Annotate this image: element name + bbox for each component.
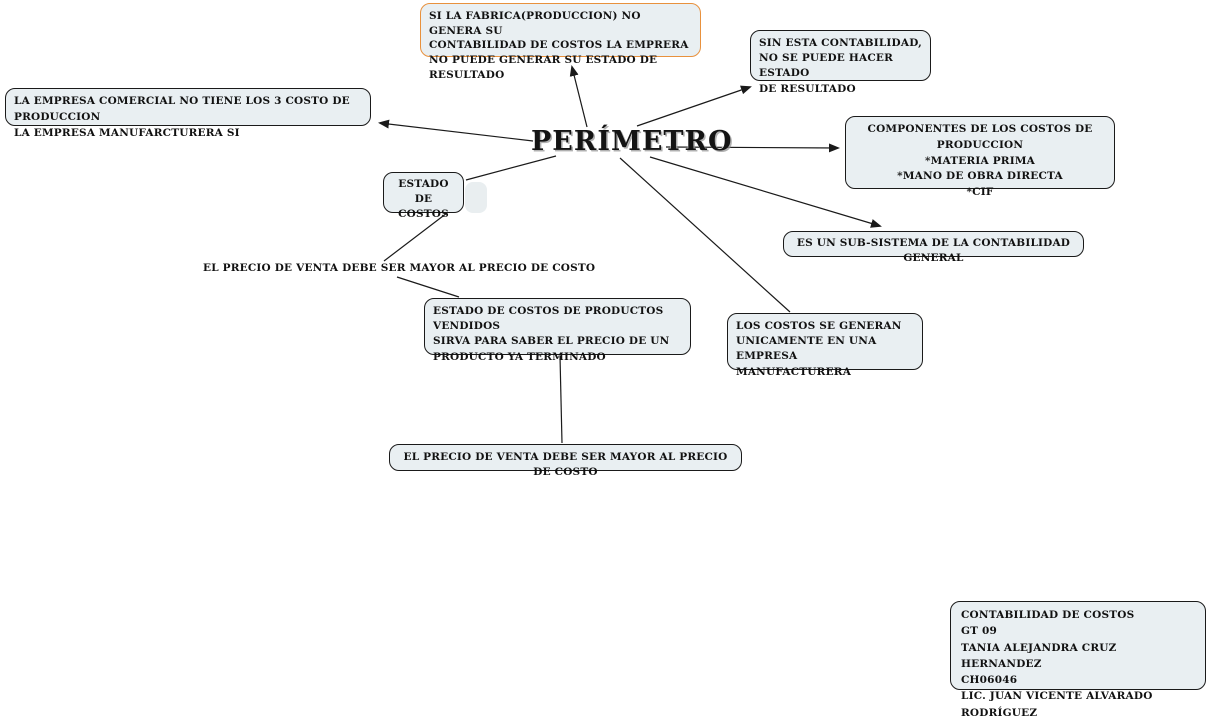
node-precio-venta-box[interactable]: EL PRECIO DE VENTA DEBE SER MAYOR AL PRECIO DE COSTO	[389, 444, 742, 471]
node-credits[interactable]: CONTABILIDAD DE COSTOS GT 09 TANIA ALEJANDRA CRUZ HERNANDEZ CH06046 LIC. JUAN VICENTE ALVARADO RODRÍGUEZ	[950, 601, 1206, 690]
node-costos-manufacturera[interactable]: LOS COSTOS SE GENERAN UNICAMENTE EN UNA EMPRESA MANUFACTURERA	[727, 313, 923, 370]
node-sin-contabilidad[interactable]: SIN ESTA CONTABILIDAD, NO SE PUEDE HACER ESTADO DE RESULTADO	[750, 30, 931, 81]
link-center-to-fabrica	[572, 67, 587, 127]
node-componentes-costos[interactable]: COMPONENTES DE LOS COSTOS DE PRODUCCION *MATERIA PRIMA *MANO DE OBRA DIRECTA *CIF	[845, 116, 1115, 189]
link-center-to-estado-de-costos	[466, 156, 556, 180]
label-precio-venta[interactable]: EL PRECIO DE VENTA DEBE SER MAYOR AL PRECIO DE COSTO	[203, 262, 596, 274]
link-center-to-sin-contabilidad	[637, 87, 750, 126]
link-center-to-empresa-comercial	[380, 123, 533, 141]
node-subsistema-contabilidad[interactable]: ES UN SUB-SISTEMA DE LA CONTABILIDAD GENERAL	[783, 231, 1084, 257]
link-center-to-costos-manufacturera	[620, 158, 790, 312]
node-empresa-comercial[interactable]: LA EMPRESA COMERCIAL NO TIENE LOS 3 COSTO DE PRODUCCION LA EMPRESA MANUFARCTURERA SI	[5, 88, 371, 126]
link-precio-label-to-vendidos	[397, 277, 459, 297]
node-fabrica-produccion[interactable]: SI LA FABRICA(PRODUCCION) NO GENERA SU CONTABILIDAD DE COSTOS LA EMPRERA NO PUEDE GENERAR SU ESTADO DE RESULTADO	[420, 3, 701, 57]
central-concept-perimetro[interactable]: PERÍMETRO	[531, 126, 733, 157]
node-estado-de-costos[interactable]: ESTADO DE COSTOS	[383, 172, 464, 213]
node-estado-costos-vendidos[interactable]: ESTADO DE COSTOS DE PRODUCTOS VENDIDOS SIRVA PARA SABER EL PRECIO DE UN PRODUCTO YA TERMINADO	[424, 298, 691, 355]
link-vendidos-to-precio-box	[560, 356, 562, 443]
ghost-node-shape[interactable]	[465, 182, 487, 213]
